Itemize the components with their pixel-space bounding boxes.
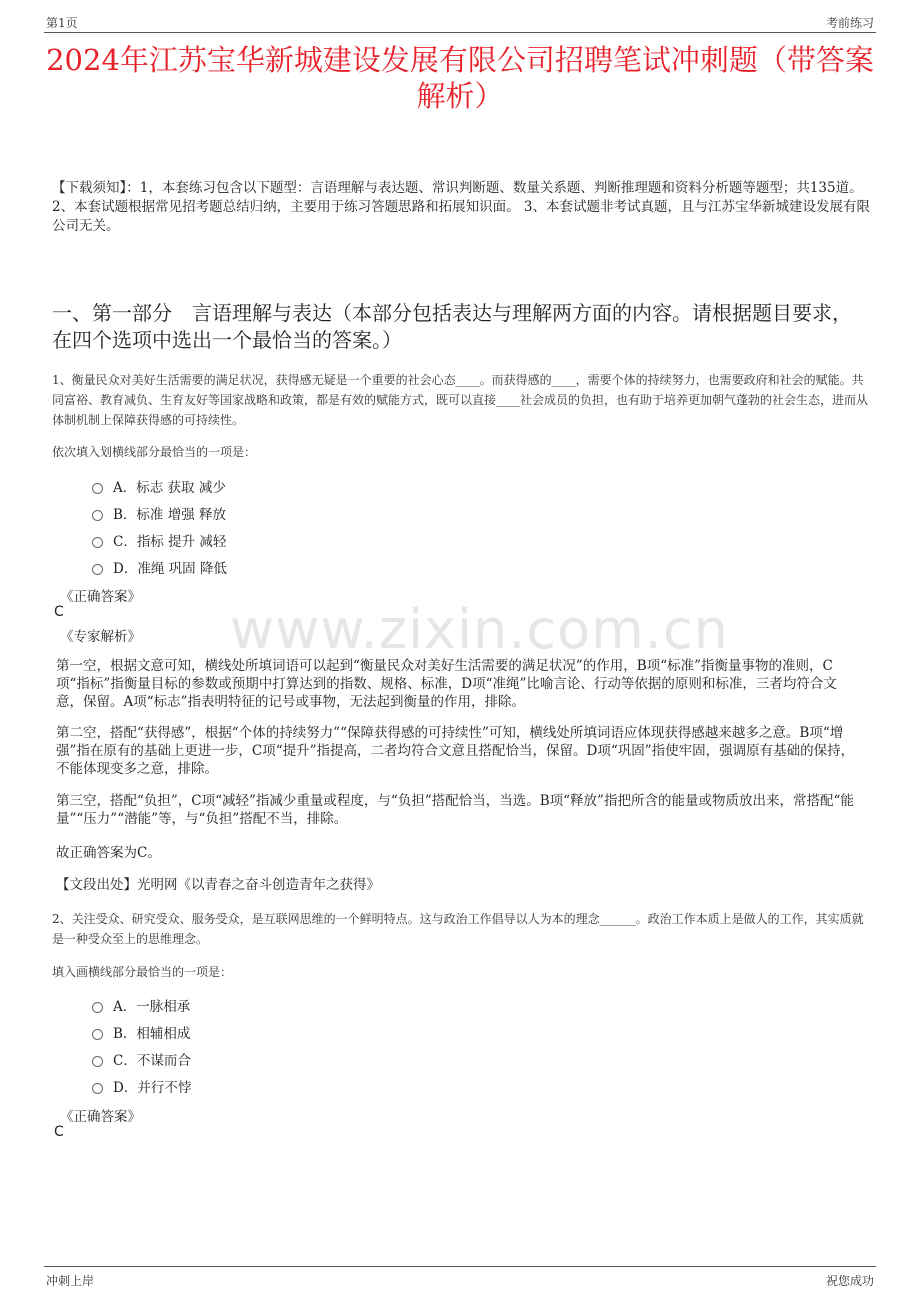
question-2-option-c[interactable] bbox=[92, 1049, 191, 1069]
question-1-answer-label: 《正确答案》 bbox=[60, 589, 141, 605]
option-label: D．并行不悖 bbox=[113, 1080, 192, 1096]
radio-icon[interactable] bbox=[92, 510, 103, 521]
question-1-option-c[interactable] bbox=[92, 530, 226, 550]
download-notice: 【下载须知】：1，本套练习包含以下题型：言语理解与表达题、常识判断题、数量关系题、判断推理题和资料分析题等题型；共135道。 2、本套试题根据常见招考题总结归纳，主要用于练习答题思路和拓展知识面。 3、本套试题非考试真题，且与江苏宝华新城建设发展有限公司无关。 bbox=[52, 180, 870, 234]
question-2-answer-label: 《正确答案》 bbox=[60, 1109, 141, 1125]
option-label: D．准绳 巩固 降低 bbox=[113, 561, 227, 577]
question-1-prompt: 依次填入划横线部分最恰当的一项是： bbox=[52, 445, 257, 459]
option-label: A．标志 获取 减少 bbox=[113, 480, 226, 496]
radio-icon[interactable] bbox=[92, 1056, 103, 1067]
analysis-paragraph-1: 第一空，根据文意可知，横线处所填词语可以起到“衡量民众对美好生活需要的满足状况”的作用，B项“标准”指衡量事物的准则，C项“指标”指衡量目标的参数或预期中打算达到的指数、规格、标准，D项“准绳”比喻言论、行动等依据的原则和标准，三者均符合文意，保留。A项“标志”指表明特征的记号或事物，无法起到衡量的作用，排除。 bbox=[56, 658, 837, 710]
page-title: 2024年江苏宝华新城建设发展有限公司招聘笔试冲刺题（带答案解析） bbox=[46, 43, 874, 113]
question-1-option-d[interactable] bbox=[92, 557, 227, 577]
radio-icon[interactable] bbox=[92, 1029, 103, 1040]
question-2-option-b[interactable] bbox=[92, 1022, 190, 1042]
radio-icon[interactable] bbox=[92, 483, 103, 494]
radio-icon[interactable] bbox=[92, 1002, 103, 1013]
option-label: A．一脉相承 bbox=[113, 999, 191, 1015]
header-rule bbox=[44, 32, 876, 33]
footer-left: 冲刺上岸 bbox=[46, 1274, 95, 1288]
question-1-analysis-label: 《专家解析》 bbox=[60, 629, 141, 645]
option-label: C．指标 提升 减轻 bbox=[113, 534, 227, 550]
question-2-option-a[interactable] bbox=[92, 995, 190, 1015]
radio-icon[interactable] bbox=[92, 537, 103, 548]
question-2-answer: C bbox=[54, 1124, 64, 1140]
radio-icon[interactable] bbox=[92, 564, 103, 575]
radio-icon[interactable] bbox=[92, 1083, 103, 1094]
analysis-source: 【文段出处】光明网《以青春之奋斗创造青年之获得》 bbox=[56, 877, 380, 893]
header-tag: 考前练习 bbox=[825, 16, 874, 30]
analysis-conclusion: 故正确答案为C。 bbox=[56, 845, 161, 861]
question-1-option-a[interactable] bbox=[92, 476, 226, 496]
footer-right: 祝您成功 bbox=[825, 1274, 874, 1288]
page-number: 第1页 bbox=[46, 16, 78, 30]
question-2-option-d[interactable] bbox=[92, 1076, 191, 1096]
question-1-option-b[interactable] bbox=[92, 503, 226, 523]
question-1-answer: C bbox=[54, 604, 64, 620]
watermark: www.zixin.com.cn bbox=[230, 598, 729, 661]
option-label: B．标准 增强 释放 bbox=[113, 507, 227, 523]
question-2-prompt: 填入画横线部分最恰当的一项是： bbox=[52, 965, 233, 979]
option-label: B．相辅相成 bbox=[113, 1026, 191, 1042]
analysis-paragraph-3: 第三空，搭配“负担”，C项“减轻”指减少重量或程度，与“负担”搭配恰当，当选。B项“释放”指把所含的能量或物质放出来，常搭配“能量”“压力”“潜能”等，与“负担”搭配不当，排除。 bbox=[56, 793, 854, 827]
question-2-text: 2、关注受众、研究受众、服务受众，是互联网思维的一个鲜明特点。这与政治工作倡导以人为本的理念______。政治工作本质上是做人的工作，其实质就是一种受众至上的思维理念。 bbox=[52, 912, 864, 946]
section-heading: 一、第一部分 言语理解与表达（本部分包括表达与理解两方面的内容。请根据题目要求，在四个选项中选出一个最恰当的答案。） bbox=[52, 301, 852, 352]
option-label: C．不谋而合 bbox=[113, 1053, 191, 1069]
analysis-paragraph-2: 第二空，搭配“获得感”，根据“个体的持续努力”“保障获得感的可持续性”可知，横线处所填词语应体现获得感越来越多之意。B项“增强”指在原有的基础上更进一步，C项“提升”指提高，二者均符合文意且搭配恰当，保留。D项“巩固”指使牢固，强调原有基础的保持，不能体现变多之意，排除。 bbox=[56, 725, 855, 777]
question-1-text: 1、衡量民众对美好生活需要的满足状况，获得感无疑是一个重要的社会心态____。而获得感的____，需要个体的持续努力，也需要政府和社会的赋能。共同富裕、教育减负、生育友好等国家战略和政策，都是有效的赋能方式，既可以直接____社会成员的负担，也有助于培养更加朝气蓬勃的社会生态，进而从体制机制上保障获得感的可持续性。 bbox=[52, 373, 869, 427]
footer-rule bbox=[44, 1266, 876, 1267]
